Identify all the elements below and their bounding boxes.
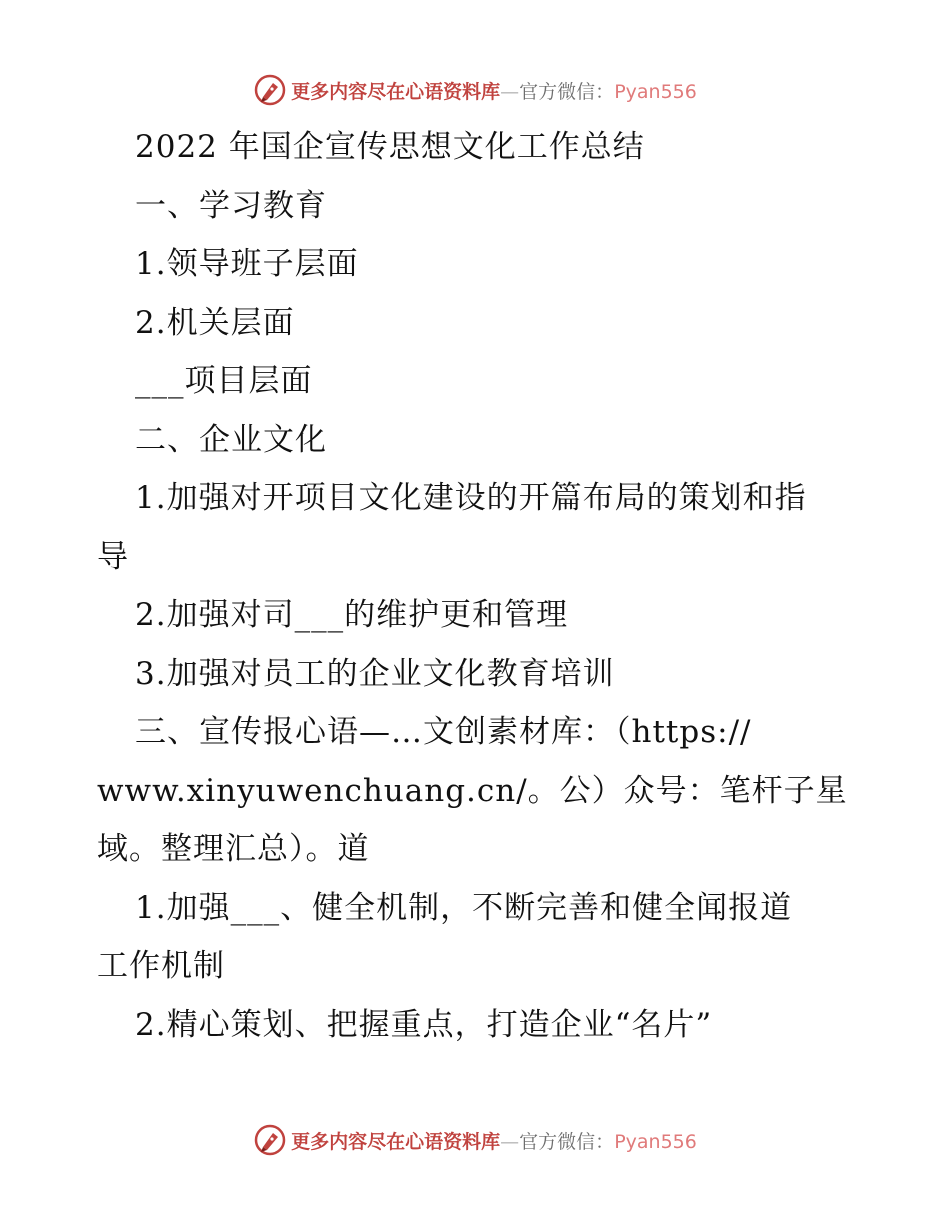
list-item: ___项目层面 (135, 363, 313, 399)
pen-nib-logo-icon (253, 73, 287, 107)
list-item: 1.加强对开项目文化建设的开篇布局的策划和指 (135, 480, 807, 516)
pen-nib-logo-icon (253, 1123, 287, 1157)
watermark-text (291, 1127, 697, 1154)
list-item: 1.领导班子层面 (135, 246, 359, 282)
list-item: 2.精心策划、把握重点，打造企业“名片” (135, 1006, 713, 1043)
watermark-brand: 更多内容尽在心语资料库 (291, 80, 501, 103)
section-heading: 二、企业文化 (135, 421, 327, 458)
watermark-separator: — (500, 80, 520, 103)
watermark-wechat-id: Pyan556 (614, 80, 697, 103)
document-title: 2022 年国企宣传思想文化工作总结 (135, 129, 645, 165)
watermark-wechat-id: Pyan556 (614, 1130, 697, 1153)
header-watermark (0, 70, 950, 110)
watermark-contact-label: 官方微信： (519, 80, 615, 103)
section-heading-continuation: www.xinyuwenchuang.cn/。公）众号：笔杆子星 (97, 772, 848, 809)
list-item-continuation: 工作机制 (97, 948, 225, 984)
list-item: 2.加强对司___的维护更和管理 (135, 597, 569, 633)
watermark-contact-label: 官方微信： (519, 1130, 615, 1153)
watermark-brand: 更多内容尽在心语资料库 (291, 1130, 501, 1153)
document-body (97, 118, 857, 1054)
section-heading-continuation: 域。整理汇总）。道 (97, 831, 370, 867)
list-item-continuation: 导 (97, 538, 129, 575)
list-item: 2.机关层面 (135, 304, 295, 341)
watermark-separator: — (500, 1130, 520, 1153)
watermark-text (291, 77, 697, 104)
list-item: 3.加强对员工的企业文化教育培训 (135, 655, 615, 692)
section-heading: 三、宣传报心语—…文创素材库：（https:// (135, 714, 752, 750)
section-heading: 一、学习教育 (135, 187, 327, 224)
footer-watermark (0, 1120, 950, 1160)
list-item: 1.加强___、健全机制，不断完善和健全闻报道 (135, 889, 793, 926)
